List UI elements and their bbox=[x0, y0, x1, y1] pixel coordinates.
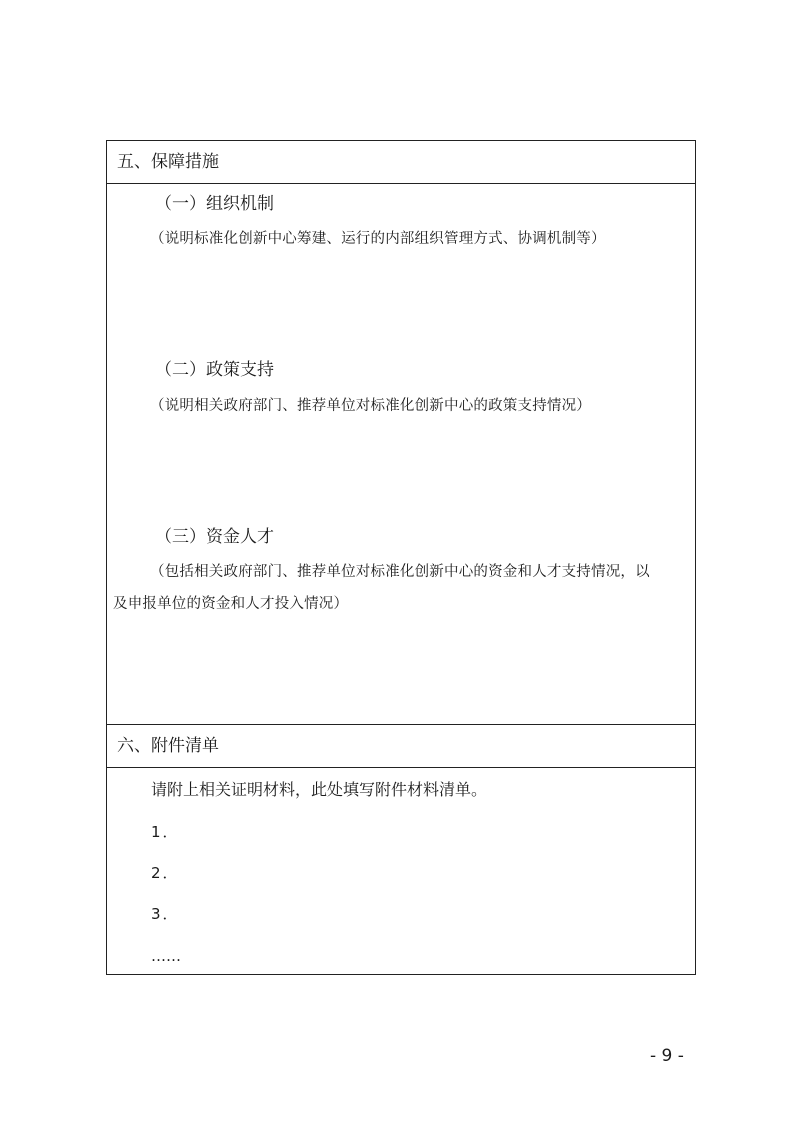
page-number: - 9 - bbox=[650, 1046, 684, 1066]
section-6-body bbox=[107, 768, 695, 974]
section-5-body bbox=[107, 184, 695, 725]
section-5-header bbox=[107, 141, 695, 184]
subsection-organization-note: （说明标准化创新中心筹建、运行的内部组织管理方式、协调机制等） bbox=[150, 231, 606, 247]
section-6-header bbox=[107, 725, 695, 768]
subsection-policy-heading: （二）政策支持 bbox=[155, 360, 274, 380]
subsection-organization-heading: （一）组织机制 bbox=[155, 194, 274, 214]
subsection-funding-heading: （三）资金人才 bbox=[155, 527, 274, 547]
attachment-list-item: 3． bbox=[151, 905, 180, 923]
subsection-policy-note: （说明相关政府部门、推荐单位对标准化创新中心的政策支持情况） bbox=[150, 398, 591, 414]
section-6-title: 六、附件清单 bbox=[117, 736, 219, 756]
section-5-title: 五、保障措施 bbox=[117, 152, 219, 172]
subsection-funding-note-line1: （包括相关政府部门、推荐单位对标准化创新中心的资金和人才支持情况，以 bbox=[150, 564, 650, 580]
attachment-list-item: 1． bbox=[151, 823, 180, 841]
attachment-list-item: 2． bbox=[151, 864, 180, 882]
form-table bbox=[106, 140, 696, 975]
subsection-funding-note-line2: 及申报单位的资金和人才投入情况） bbox=[113, 596, 349, 612]
attachment-instruction: 请附上相关证明材料，此处填写附件材料清单。 bbox=[151, 780, 488, 799]
attachment-list-ellipsis: …… bbox=[151, 947, 181, 965]
